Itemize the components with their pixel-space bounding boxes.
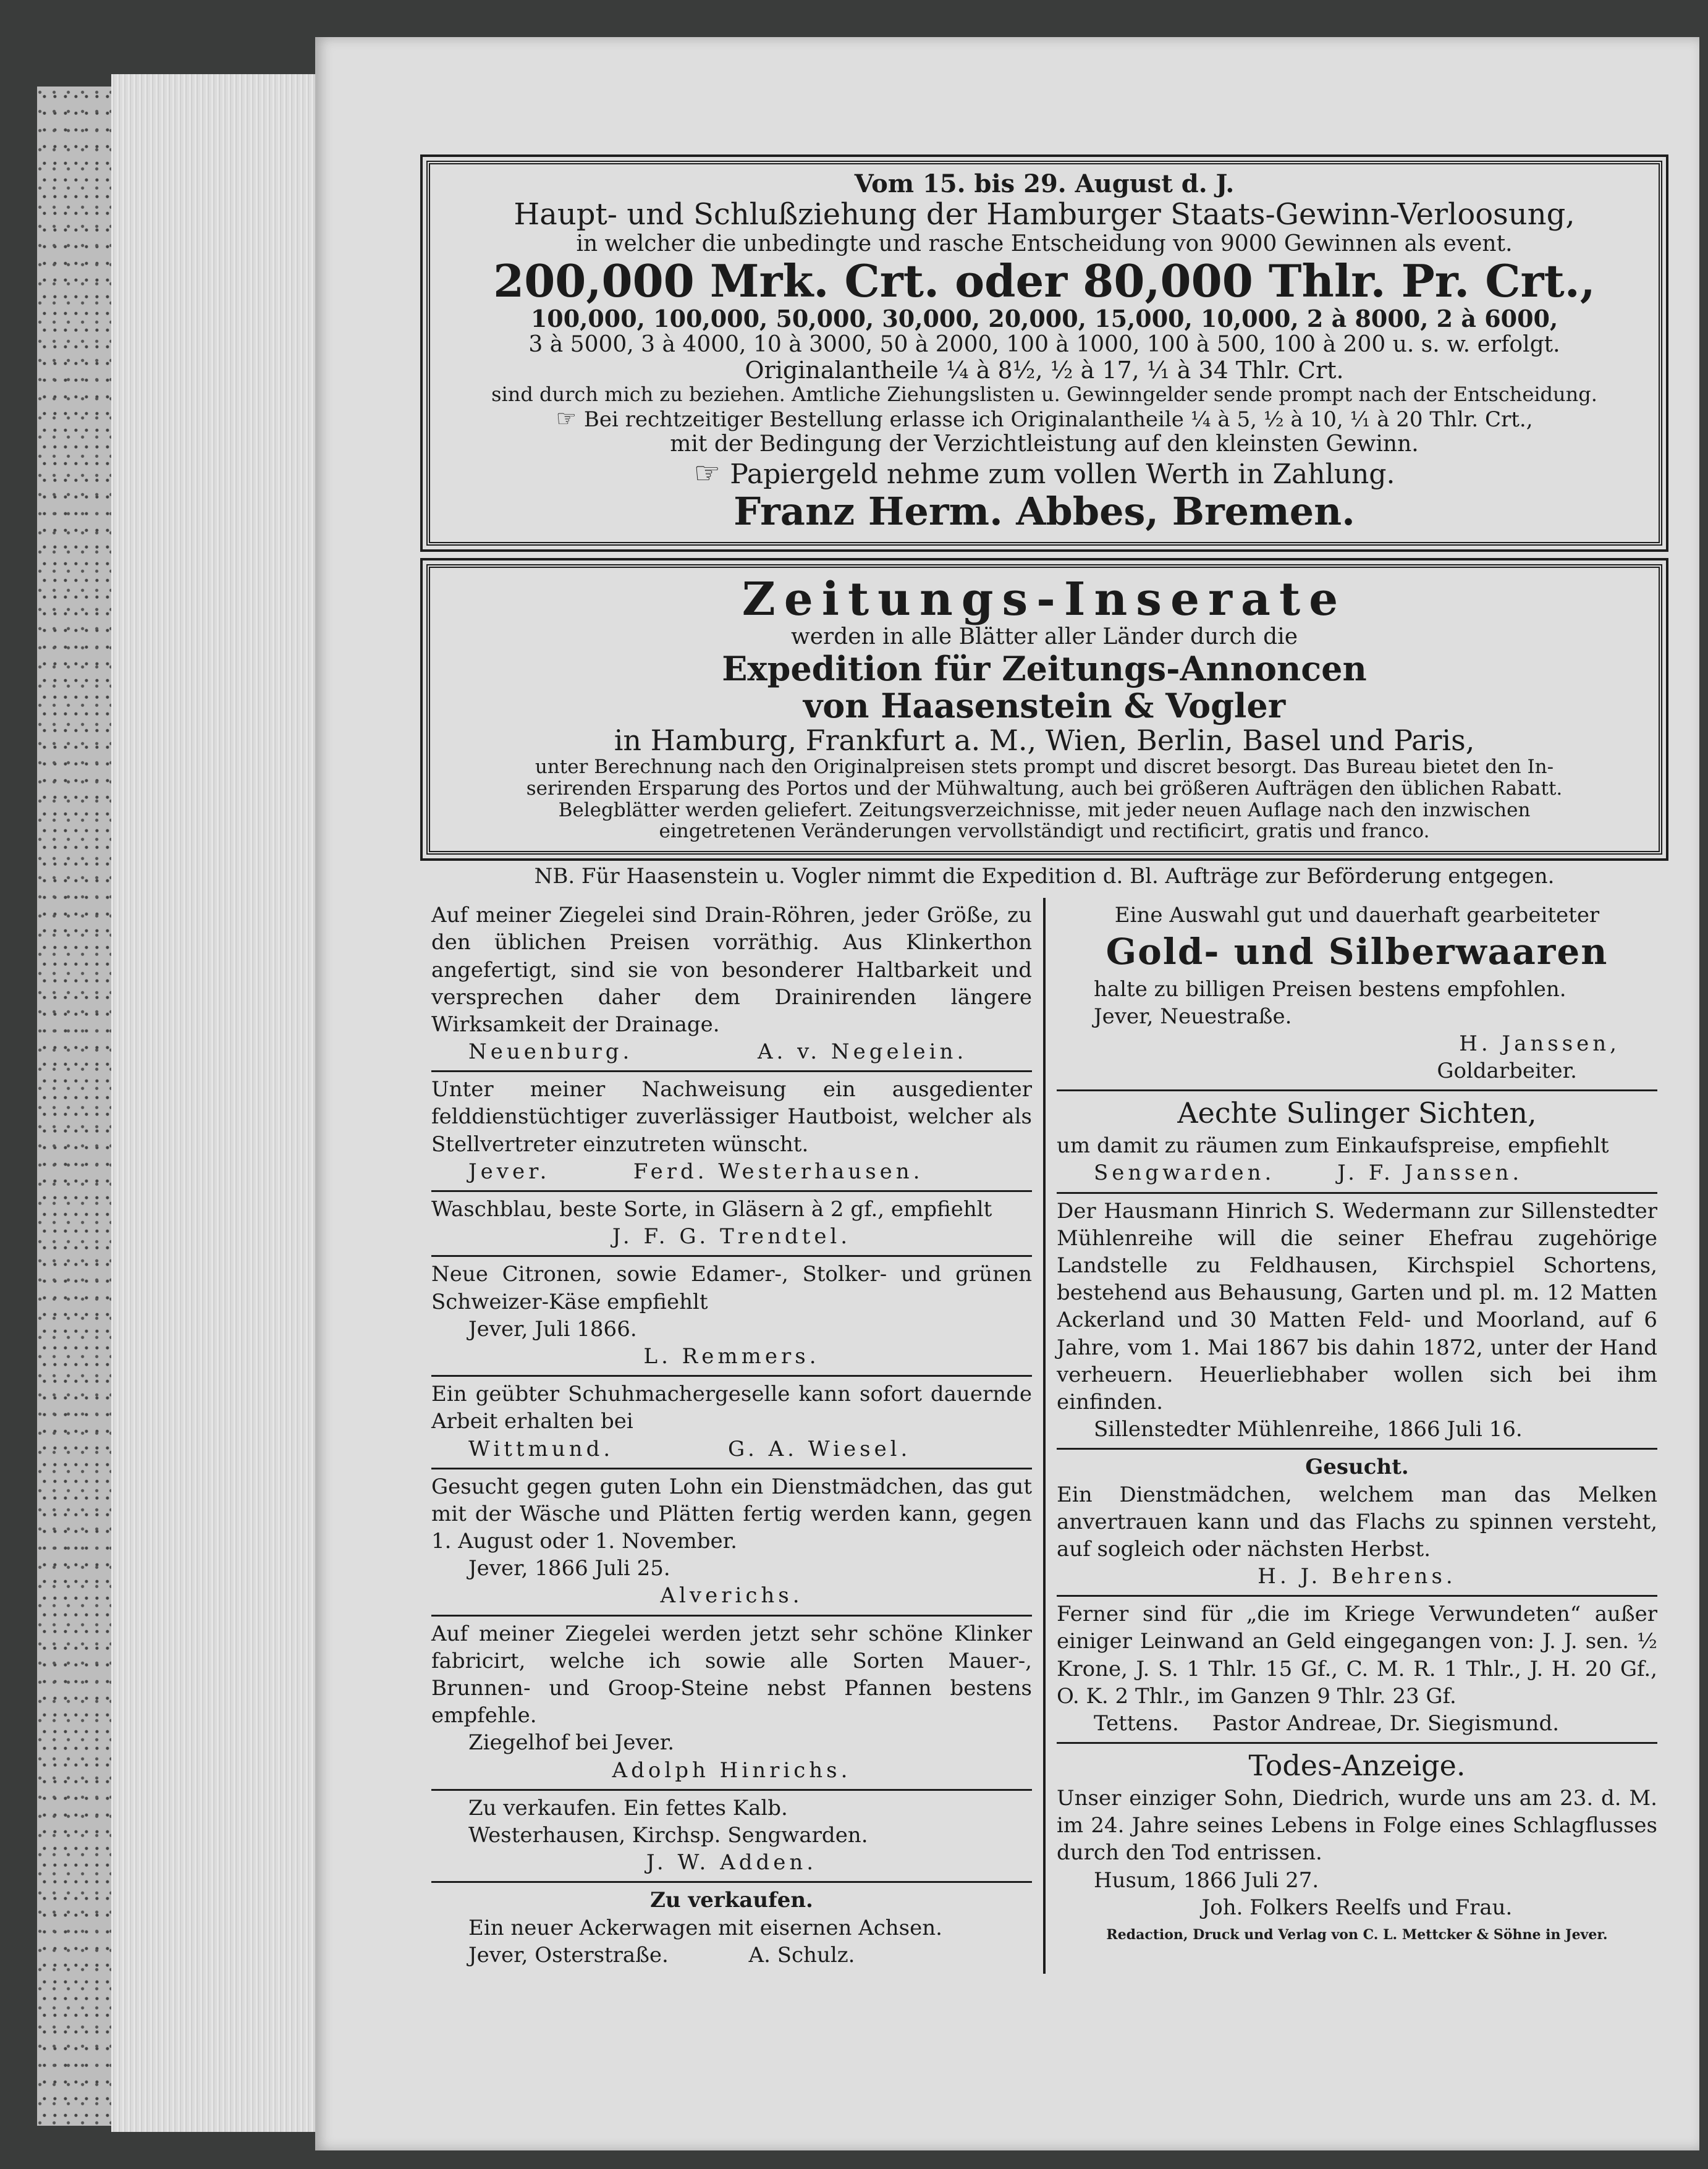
lottery-prizes-1: 100,000, 100,000, 50,000, 30,000, 20,000, 15,000, 10,000, 2 à 8000, 2 à 6000, <box>530 305 1558 333</box>
lottery-line-11: ☞ Papiergeld nehme zum vollen Werth in Zahlung. <box>442 457 1646 490</box>
lottery-advertisement <box>426 161 1662 546</box>
ad-kalb: Zu verkaufen. Ein fettes Kalb. Westerhausen, Kirchsp. Sengwarden. J. W. Adden. <box>431 1791 1032 1884</box>
lottery-shares: Originalantheile ¼ à 8½, ½ à 17, ⅟₁ à 34 Thlr. Crt. <box>745 357 1344 384</box>
zeitung-line-7: serirenden Ersparung des Portos und der Mühwaltung, auch bei größeren Aufträgen den üblichen Rabatt. <box>526 777 1563 800</box>
zeitung-line-8: Belegblätter werden geliefert. Zeitungsverzeichnisse, mit jeder neuen Auflage nach den inzwischen <box>558 798 1531 821</box>
zeitung-cities: in Hamburg, Frankfurt a. M., Wien, Berlin, Basel und Paris, <box>614 723 1475 757</box>
page-content <box>420 161 1668 1974</box>
ad-waschblau: Waschblau, beste Sorte, in Gläsern à 2 gf., empfiehlt J. F. G. Trendtel. <box>431 1192 1032 1257</box>
ad-ackerwagen: Zu verkaufen. Ein neuer Ackerwagen mit eisernen Achsen. Jever, Osterstraße. A. Schulz. <box>468 1888 942 1968</box>
ad-drain-pipes: Auf meiner Ziegelei sind Drain-Röhren, jeder Größe, zu den üblichen Preisen vorräthig. Aus Klinkerthon angefertigt, sind sie von besonderer Haltbarkeit und versprechen daher dem Drainirenden längere Wirksamkeit der Drainage. Neuenburg. A. v. Negelein. <box>431 898 1032 1072</box>
lottery-main-prize: 200,000 Mrk. Crt. oder 80,000 Thlr. Pr. Crt., <box>493 254 1596 307</box>
zeitung-expedition: Expedition für Zeitungs-Annoncen <box>722 648 1367 688</box>
lottery-line-3: in welcher die unbedingte und rasche Entscheidung von 9000 Gewinnen als event. <box>576 230 1513 256</box>
ad-gesucht-dienstmaedchen: Gesucht gegen guten Lohn ein Dienstmädchen, das gut mit der Wäsche und Plätten fertig werden kann, gegen 1. August oder 1. November. Jever, 1866 Juli 25. Alverichs. <box>431 1469 1032 1617</box>
zeitung-firm: von Haasenstein & Vogler <box>803 686 1286 726</box>
zeitung-line-2: werden in alle Blätter aller Länder durch die <box>790 624 1298 650</box>
lottery-line-10: mit der Bedingung der Verzichtleistung auf den kleinsten Gewinn. <box>670 431 1419 457</box>
ad-verwundete: Ferner sind für „die im Kriege Verwundeten“ außer einiger Leinwand an Geld eingegangen von: J. J. sen. ½ Krone, J. S. 1 Thlr. 15 Gf., C. M. R. 1 Thlr., J. H. 20 Gf., O. K. 2 Thlr., im Ganzen 9 Thlr. 23 Gf. Tettens. Pastor Andreae, Dr. Siegismund. <box>1057 1597 1657 1744</box>
columns <box>420 898 1668 1974</box>
lottery-prizes-2: 3 à 5000, 3 à 4000, 10 à 3000, 50 à 2000, 100 à 1000, 100 à 500, 100 à 200 u. s. w. erfolgt. <box>528 332 1560 358</box>
newspaper-page <box>315 37 1699 2150</box>
zeitung-line-6: unter Berechnung nach den Originalpreisen stets prompt und discret besorgt. Das Bureau bietet den In- <box>535 756 1554 779</box>
ad-citronen: Neue Citronen, sowie Edamer-, Stolker- und grünen Schweizer-Käse empfiehlt Jever, Juli 1866. L. Remmers. <box>431 1257 1032 1377</box>
ad-klinker: Auf meiner Ziegelei werden jetzt sehr schöne Klinker fabricirt, welche ich sowie alle Sorten Mauer-, Brunnen- und Groop-Steine nebst Pfannen bestens empfehle. Ziegelhof bei Jever. Adolph Hinrichs. <box>431 1617 1032 1791</box>
ad-landstelle: Der Hausmann Hinrich S. Wedermann zur Sillenstedter Mühlenreihe will die seiner Ehefrau zugehörige Landstelle zu Feldhausen, Kirchspiel Schortens, bestehend aus Behausung, Garten und pl. m. 12 Matten Ackerland und 30 Matten Feld- und Moorland, auf 6 Jahre, vom 1. Mai 1867 bis dahin 1872, unter der Hand verheuern. Heuerliebhaber wollen sich bei ihm einfinden. Sillenstedter Mühlenreihe, 1866 Juli 16. <box>1057 1194 1657 1450</box>
zeitung-advertisement <box>426 564 1662 855</box>
lottery-line-9: ☞ Bei rechtzeitiger Bestellung erlasse ich Originalantheile ¼ à 5, ½ à 10, ⅟₁ à 20 Thlr. Crt., <box>442 406 1646 432</box>
zeitung-title: Zeitungs-Inserate <box>742 572 1347 626</box>
zeitung-note: NB. Für Haasenstein u. Vogler nimmt die Expedition d. Bl. Aufträge zur Beförderung entgegen. <box>534 864 1555 889</box>
lottery-advertiser: Franz Herm. Abbes, Bremen. <box>734 489 1355 535</box>
zeitung-line-9: eingetretenen Veränderungen vervollständigt und rectificirt, gratis und franco. <box>659 820 1430 843</box>
lottery-line-8: sind durch mich zu beziehen. Amtliche Ziehungslisten u. Gewinngelder sende prompt nach der Entscheidung. <box>491 382 1597 406</box>
ad-gesucht-melken: Gesucht. Ein Dienstmädchen, welchem man das Melken anvertrauen kann und das Flachs zu spinnen versteht, auf sogleich oder nächsten Herbst. H. J. Behrens. <box>1057 1450 1657 1597</box>
left-column <box>420 898 1043 1974</box>
ad-goldwaaren: Eine Auswahl gut und dauerhaft gearbeiteter Gold- und Silberwaaren halte zu billigen Preisen bestens empfohlen. Jever, Neuestraße. H. Janssen, Goldarbeiter. <box>1057 898 1657 1091</box>
ad-hautboist: Unter meiner Nachweisung ein ausgedienter felddienstüchtiger zuverlässiger Hautboist, welcher als Stellvertreter einzutreten wünscht. Jever. Ferd. Westerhausen. <box>431 1072 1032 1192</box>
lottery-headline: Haupt- und Schlußziehung der Hamburger Staats-Gewinn-Verloosung, <box>514 197 1575 232</box>
lottery-date: Vom 15. bis 29. August d. J. <box>854 169 1235 198</box>
ad-schuhmacher: Ein geübter Schuhmachergeselle kann sofort dauernde Arbeit erhalten bei Wittmund. G. A. Wiesel. <box>431 1377 1032 1469</box>
imprint: Redaction, Druck und Verlag von C. L. Mettcker & Söhne in Jever. <box>1106 1926 1608 1943</box>
ad-sichten: Aechte Sulinger Sichten, um damit zu räumen zum Einkaufspreise, empfiehlt Sengwarden. J. F. Janssen. <box>1057 1091 1657 1193</box>
ad-todesanzeige: Todes-Anzeige. Unser einziger Sohn, Diedrich, wurde uns am 23. d. M. im 24. Jahre seines Lebens in Folge eines Schlagflusses durch den Tod entrissen. Husum, 1866 Juli 27. Joh. Folkers Reelfs und Frau. Redaction, Druck und Verlag von C. L. Mettcker & Söhne in Jever. <box>1057 1749 1657 1943</box>
book-edge <box>37 87 111 2126</box>
page-stack <box>111 74 315 2132</box>
right-column <box>1043 898 1668 1974</box>
